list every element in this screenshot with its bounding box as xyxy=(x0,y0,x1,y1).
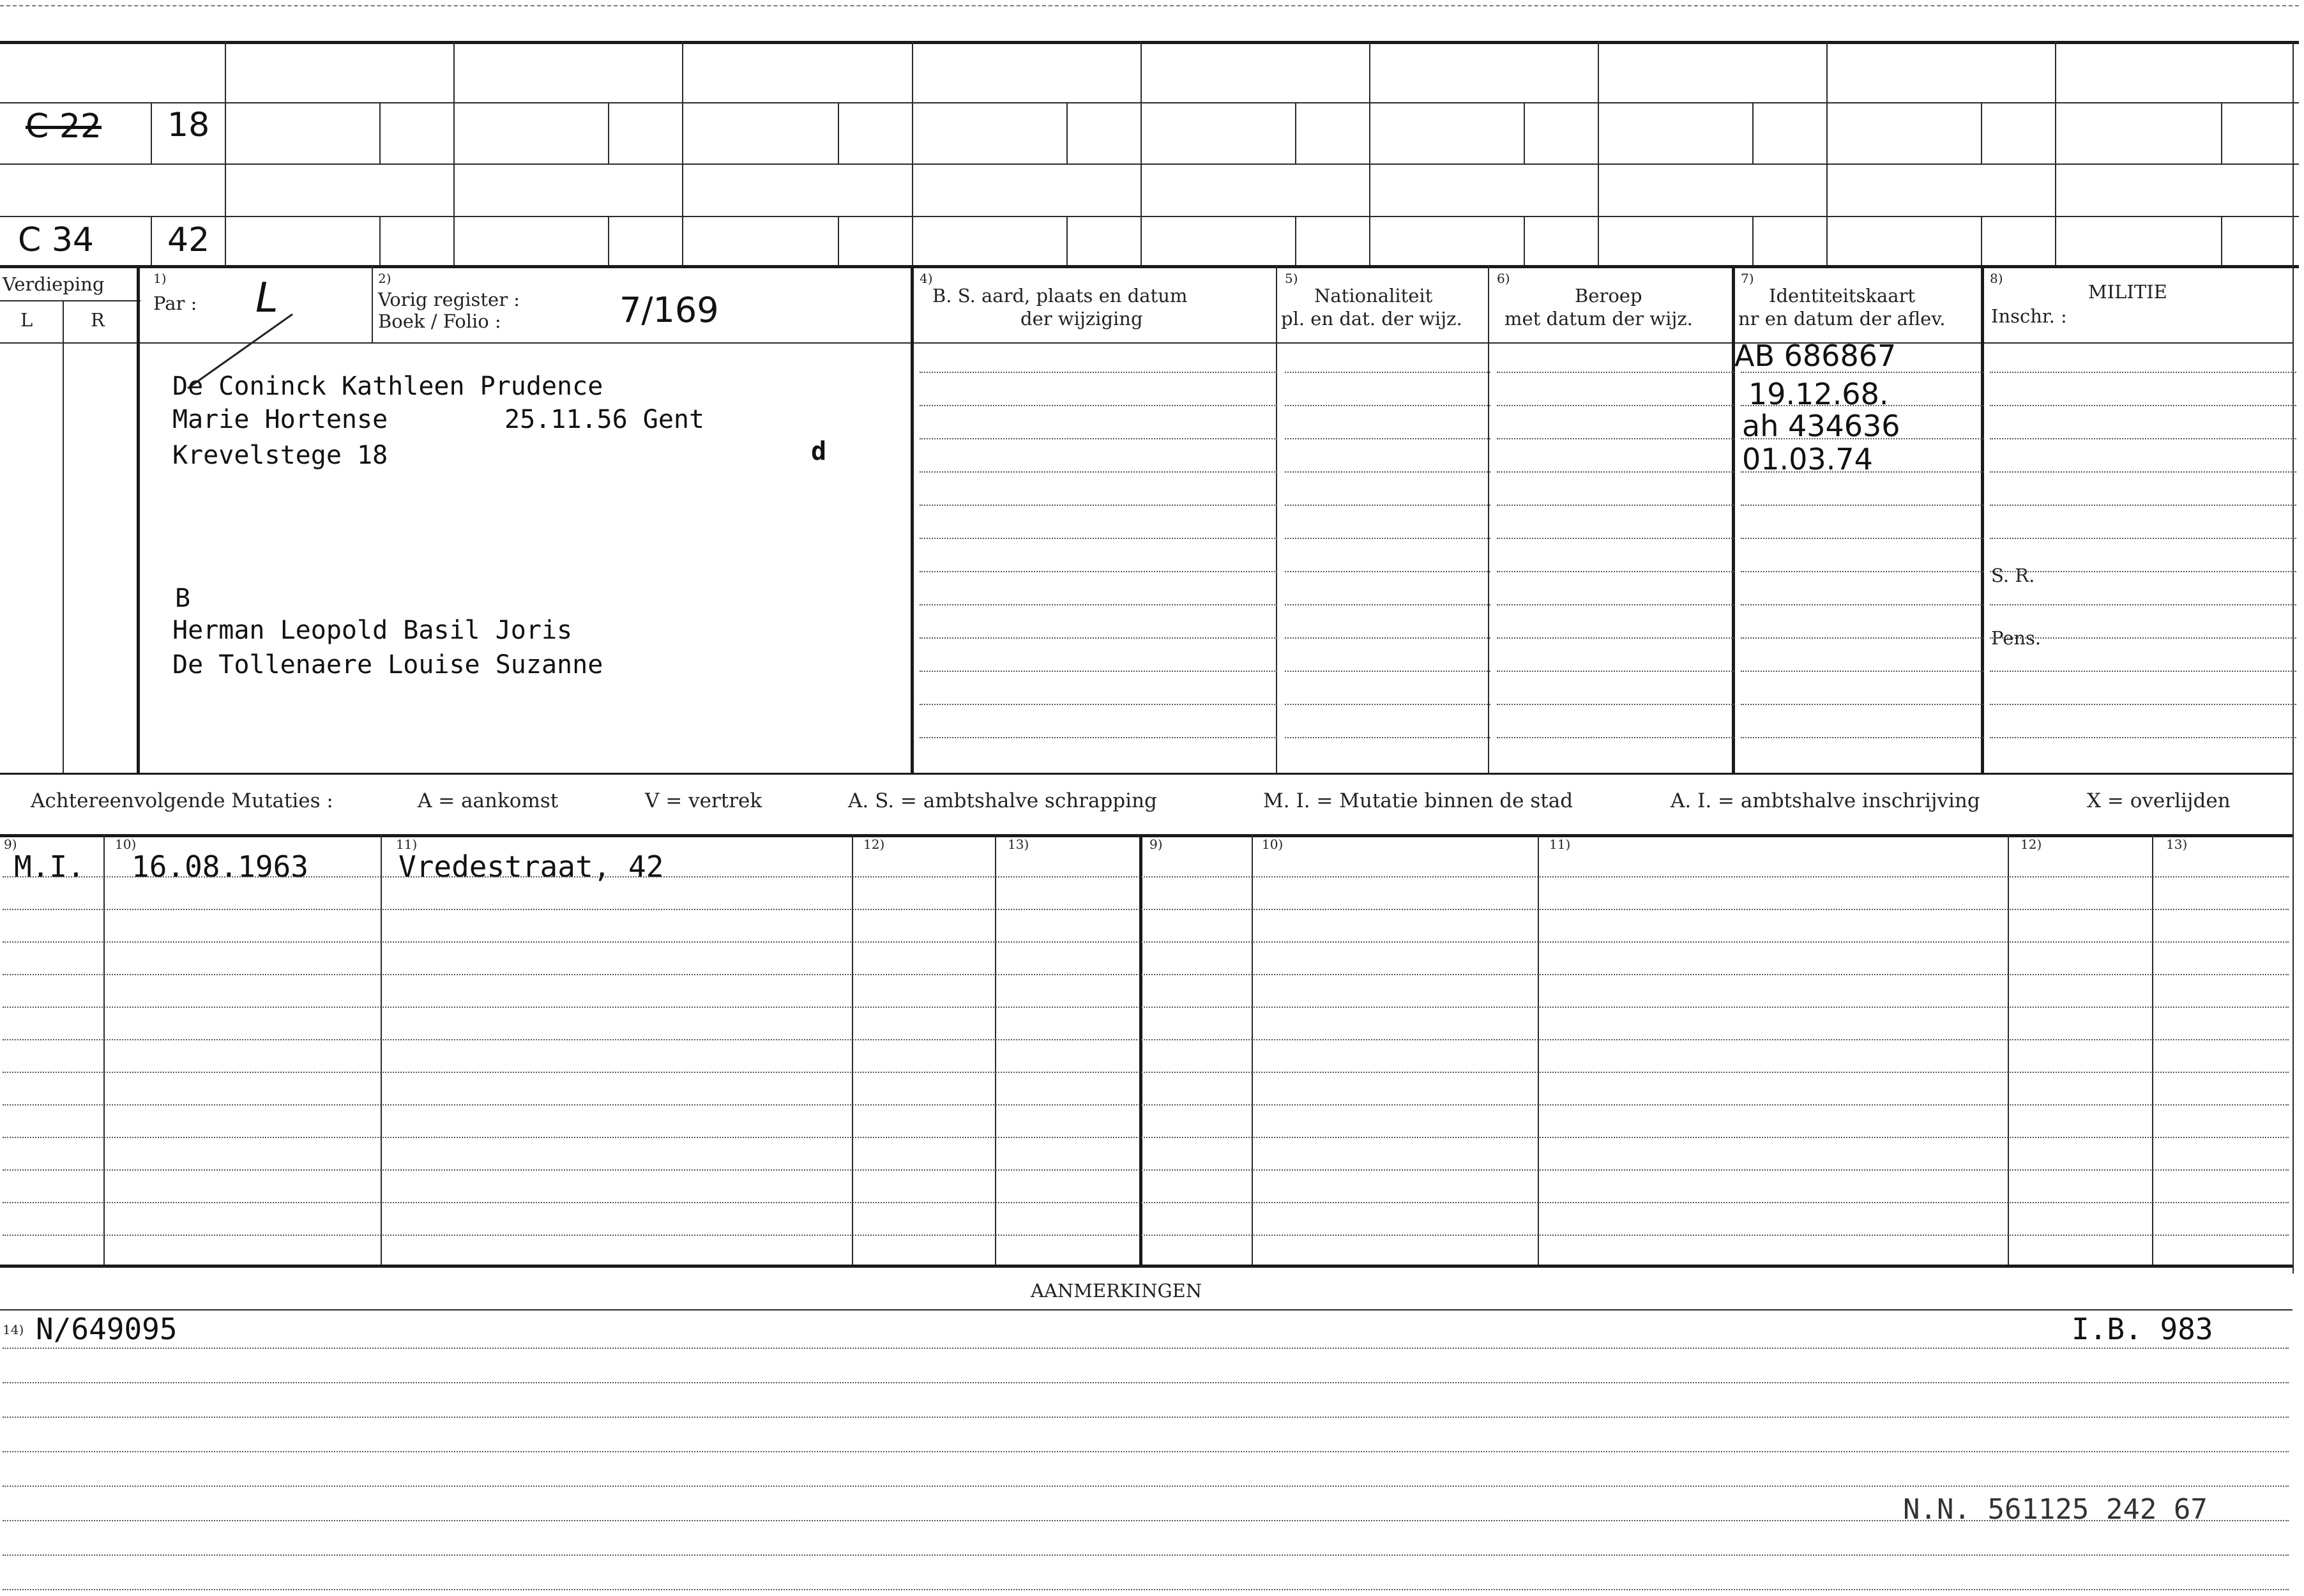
col-number: 12) xyxy=(2020,837,2042,852)
rule xyxy=(372,265,373,342)
person-name: De Coninck Kathleen Prudence xyxy=(172,372,603,401)
ruled-line xyxy=(1285,604,1490,605)
rule xyxy=(1752,102,1754,163)
ruled-line xyxy=(1741,637,1983,639)
ruled-line xyxy=(920,505,1277,506)
legend-title: Achtereenvolgende Mutaties : xyxy=(31,789,333,812)
rule xyxy=(453,41,455,265)
rule xyxy=(1981,102,1982,163)
ruled-line xyxy=(1990,505,2296,506)
ruled-line xyxy=(3,876,2289,878)
field-number: 6) xyxy=(1497,271,1510,286)
ruled-line xyxy=(1497,405,1734,406)
rule xyxy=(608,102,609,163)
ruled-line xyxy=(3,1137,2289,1138)
rule xyxy=(1538,834,1539,1265)
ruled-line xyxy=(3,1348,2289,1349)
ruled-line xyxy=(1990,637,2296,639)
ruled-line xyxy=(3,1169,2289,1171)
ruled-line xyxy=(920,438,1277,439)
field-number: 2) xyxy=(378,271,391,286)
rule xyxy=(1252,834,1253,1265)
ruled-line xyxy=(1497,671,1734,672)
legend-x: X = overlijden xyxy=(2087,789,2231,812)
mutation-address: Vredestraat, 42 xyxy=(398,849,664,884)
col-number: 13) xyxy=(1008,837,1029,852)
ruled-line xyxy=(1285,438,1490,439)
ruled-line xyxy=(1990,604,2296,605)
ruled-line xyxy=(1285,571,1490,572)
ruled-line xyxy=(1741,471,1983,473)
rule xyxy=(0,41,2299,44)
rule xyxy=(0,102,2299,103)
field-number: 8) xyxy=(1990,271,2003,286)
ruled-line xyxy=(1497,438,1734,439)
col-number: 11) xyxy=(396,837,418,852)
rule xyxy=(381,834,382,1265)
ruled-line xyxy=(920,637,1277,639)
rule xyxy=(1141,41,1142,265)
ruled-line xyxy=(1741,538,1983,539)
ruled-line xyxy=(1741,671,1983,672)
ruled-line xyxy=(1497,737,1734,738)
mother-name: De Tollenaere Louise Suzanne xyxy=(172,650,603,680)
ruled-line xyxy=(3,1104,2289,1106)
id-label-2: nr en datum der aflev. xyxy=(1738,308,1946,330)
ruled-line xyxy=(3,909,2289,910)
ruled-line xyxy=(1990,538,2296,539)
rule xyxy=(682,41,683,265)
rule xyxy=(1066,102,1068,163)
b-label: B xyxy=(175,584,191,613)
ruled-line xyxy=(1497,604,1734,605)
col-r-label: R xyxy=(91,309,105,331)
ruled-line xyxy=(1497,505,1734,506)
ruled-line xyxy=(920,372,1277,373)
ruled-line xyxy=(920,737,1277,738)
rule xyxy=(137,265,140,773)
ruled-line xyxy=(1741,604,1983,605)
ruled-line xyxy=(1285,505,1490,506)
ruled-line xyxy=(920,704,1277,705)
mark-d: d xyxy=(811,437,827,466)
rule xyxy=(1488,265,1489,773)
rule xyxy=(2221,102,2222,163)
rule xyxy=(379,102,381,163)
rule xyxy=(1276,265,1277,773)
rule xyxy=(1598,41,1599,265)
field-number: 7) xyxy=(1741,271,1754,286)
ruled-line xyxy=(3,1202,2289,1203)
legend-mi: M. I. = Mutatie binnen de stad xyxy=(1263,789,1573,812)
sr-label: S. R. xyxy=(1991,565,2035,586)
old-code: C 22 xyxy=(26,107,102,146)
legend-ai: A. I. = ambtshalve inschrijving xyxy=(1671,789,1980,812)
rule xyxy=(2293,41,2294,1273)
rule xyxy=(1524,216,1525,265)
rule xyxy=(0,834,2293,837)
col-number: 10) xyxy=(115,837,137,852)
id-card-2: ah 434636 xyxy=(1742,409,1900,443)
ruled-line xyxy=(1497,538,1734,539)
ruled-line xyxy=(1285,471,1490,473)
ruled-line xyxy=(3,1589,2289,1590)
rule xyxy=(0,216,2299,217)
ruled-line xyxy=(920,571,1277,572)
rule xyxy=(995,834,996,1265)
rule xyxy=(151,216,152,265)
ruled-line xyxy=(1990,737,2296,738)
rule xyxy=(0,342,2293,344)
ruled-line xyxy=(920,671,1277,672)
remarks-code: N/649095 xyxy=(36,1312,178,1346)
current-number: 42 xyxy=(167,221,210,259)
id-date-2: 01.03.74 xyxy=(1742,442,1873,476)
rule xyxy=(1981,216,1982,265)
rule xyxy=(63,300,64,773)
rule xyxy=(1981,265,1984,773)
ruled-line xyxy=(1990,438,2296,439)
ruled-line xyxy=(3,941,2289,943)
field-number: 5) xyxy=(1285,271,1298,286)
col-number: 13) xyxy=(2166,837,2188,852)
rule xyxy=(1295,102,1296,163)
col-number: 10) xyxy=(1262,837,1284,852)
ruled-line xyxy=(1285,737,1490,738)
ruled-line xyxy=(1741,405,1983,406)
rule xyxy=(103,834,105,1265)
top-edge-line xyxy=(0,5,2299,6)
ruled-line xyxy=(1497,637,1734,639)
ber-label-2: met datum der wijz. xyxy=(1504,308,1693,330)
rule xyxy=(1066,216,1068,265)
ruled-line xyxy=(3,1554,2289,1556)
rule xyxy=(0,773,2293,775)
rule xyxy=(912,41,913,265)
rule xyxy=(2152,834,2153,1265)
legend-as: A. S. = ambtshalve schrapping xyxy=(848,789,1157,812)
mutation-date: 16.08.1963 xyxy=(132,849,308,884)
col-number: 9) xyxy=(1149,837,1163,852)
ruled-line xyxy=(3,1072,2289,1073)
col-number: 11) xyxy=(1549,837,1571,852)
rule xyxy=(1295,216,1296,265)
boek-folio-label: Boek / Folio : xyxy=(378,310,501,332)
col-number: 12) xyxy=(863,837,885,852)
legend-a: A = aankomst xyxy=(418,789,559,812)
ruled-line xyxy=(1741,438,1983,439)
rule xyxy=(838,102,839,163)
national-number: N.N. 561125 242 67 xyxy=(1903,1493,2208,1526)
rule xyxy=(1524,102,1525,163)
field-number: 4) xyxy=(920,271,933,286)
id-card-1: AB 686867 xyxy=(1734,338,1897,373)
nat-label-1: Nationaliteit xyxy=(1314,285,1433,307)
ruled-line xyxy=(3,1007,2289,1008)
ruled-line xyxy=(1990,372,2296,373)
nat-label-2: pl. en dat. der wijz. xyxy=(1281,308,1462,330)
ruled-line xyxy=(1741,571,1983,572)
rule xyxy=(608,216,609,265)
person-given-names: Marie Hortense xyxy=(172,405,388,434)
ruled-line xyxy=(3,974,2289,975)
verdieping-label: Verdieping xyxy=(3,273,105,295)
mutation-type: M.I. xyxy=(14,849,85,884)
rule xyxy=(0,163,2299,165)
folio-value: 7/169 xyxy=(619,290,719,330)
rule xyxy=(0,1309,2293,1311)
rule xyxy=(852,834,853,1265)
par-value: L xyxy=(255,275,278,322)
field-number: 1) xyxy=(153,271,167,286)
ruled-line xyxy=(1497,471,1734,473)
current-code: C 34 xyxy=(18,221,95,259)
rule xyxy=(1826,41,1828,265)
id-date-1: 19.12.68. xyxy=(1748,377,1889,411)
ruled-line xyxy=(1990,671,2296,672)
col-number: 9) xyxy=(4,837,17,852)
rule xyxy=(1369,41,1370,265)
rule xyxy=(151,102,152,163)
id-label-1: Identiteitskaart xyxy=(1769,285,1916,307)
col-l-label: L xyxy=(20,309,33,331)
ruled-line xyxy=(3,1382,2289,1383)
rule xyxy=(225,41,226,265)
ruled-line xyxy=(920,538,1277,539)
bs-label-1: B. S. aard, plaats en datum xyxy=(932,285,1188,307)
person-address: Krevelstege 18 xyxy=(172,441,388,470)
ruled-line xyxy=(1285,405,1490,406)
pens-label: Pens. xyxy=(1991,627,2042,649)
ruled-line xyxy=(1741,737,1983,738)
ruled-line xyxy=(920,604,1277,605)
ruled-line xyxy=(3,1235,2289,1236)
ruled-line xyxy=(920,405,1277,406)
ruled-line xyxy=(1285,671,1490,672)
ruled-line xyxy=(3,1520,2289,1521)
inschr-label: Inschr. : xyxy=(1991,305,2067,327)
rule xyxy=(2008,834,2009,1265)
ruled-line xyxy=(1285,538,1490,539)
rule xyxy=(0,300,140,301)
ber-label-1: Beroep xyxy=(1575,285,1642,307)
ruled-line xyxy=(1990,405,2296,406)
ruled-line xyxy=(3,1451,2289,1452)
ruled-line xyxy=(1990,471,2296,473)
ruled-line xyxy=(1741,505,1983,506)
rule xyxy=(838,216,839,265)
rule xyxy=(379,216,381,265)
birth-date-place: 25.11.56 Gent xyxy=(504,405,705,434)
ruled-line xyxy=(1285,372,1490,373)
ruled-line xyxy=(1497,704,1734,705)
par-label: Par : xyxy=(153,293,197,314)
vorig-register-label: Vorig register : xyxy=(378,289,520,310)
ruled-line xyxy=(3,1039,2289,1040)
rule xyxy=(0,265,2299,268)
ruled-line xyxy=(1741,704,1983,705)
ruled-line xyxy=(1990,571,2296,572)
remarks-title: AANMERKINGEN xyxy=(1031,1280,1202,1302)
ruled-line xyxy=(1285,704,1490,705)
militie-label: MILITIE xyxy=(2088,281,2167,303)
ruled-line xyxy=(1285,637,1490,639)
ruled-line xyxy=(3,1417,2289,1418)
ruled-line xyxy=(920,471,1277,473)
ruled-line xyxy=(1990,704,2296,705)
ib-number: I.B. 983 xyxy=(2072,1312,2213,1346)
rule xyxy=(2221,216,2222,265)
rule xyxy=(911,265,914,773)
rule xyxy=(1752,216,1754,265)
father-name: Herman Leopold Basil Joris xyxy=(172,616,573,645)
ruled-line xyxy=(3,1486,2289,1487)
legend-v: V = vertrek xyxy=(645,789,762,812)
rule xyxy=(1139,834,1142,1265)
old-number: 18 xyxy=(167,106,210,144)
bs-label-2: der wijziging xyxy=(1020,308,1143,330)
rule xyxy=(0,1265,2293,1268)
ruled-line xyxy=(1741,372,1983,373)
ruled-line xyxy=(1497,571,1734,572)
rule xyxy=(2055,41,2056,265)
ruled-line xyxy=(1497,372,1734,373)
field-number: 14) xyxy=(3,1322,24,1337)
